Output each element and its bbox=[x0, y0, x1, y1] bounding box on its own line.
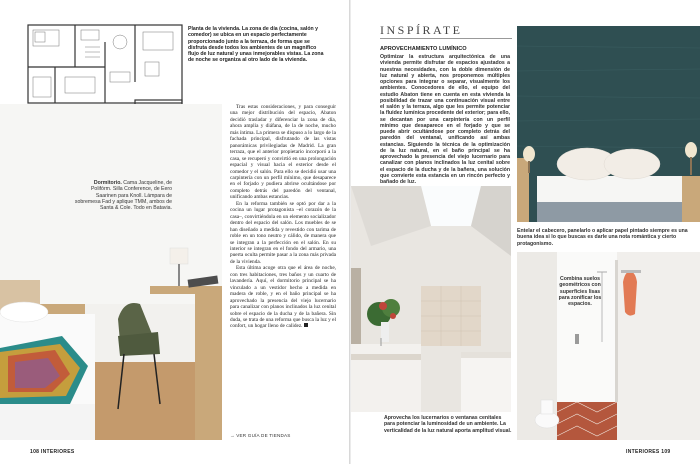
folio-left: 108 INTERIORES bbox=[30, 449, 75, 455]
folio-right: INTERIORES 109 bbox=[626, 449, 671, 455]
sidebar-title: APROVECHAMIENTO LUMÍNICO bbox=[380, 46, 467, 52]
shop-guide-reference: → VER GUÍA DE TIENDAS bbox=[230, 433, 291, 438]
bathroom-tiles-photo bbox=[517, 252, 700, 440]
sidebar-box bbox=[380, 46, 510, 185]
floor-plan-caption: Planta de la vivienda. La zona de día (cocina, salón y comedor) se ubica en un espacio perfectamente proporcionado junto a la terraza, de forma que se disfruta desde todos los ambientes de un magnífico flujo de luz natural y unas inmejorables vistas. La zona de noche se organiza al otro lado de la vivienda. bbox=[188, 26, 324, 64]
body-paragraph-text: Esta última acoge otra que el área de noche, con tres habitaciones, tres baños y un cuarto de lavandería. Aquí, el dormitorio principal se ha vinculado a un vestidor hecho a medida en madera de roble, y en el baño principal se ha aprovechado la presencia del viejo lucernario para canalizar con planos inclinados la luz cenital sobre el espacio de la ducha y de la bañera. Sin duda, se trata de una reforma que busca la luz y el confort, un hogar lleno de calidez. bbox=[230, 265, 336, 330]
body-paragraph: En la reforma también se optó por dar a la cocina un lugar protagonista –el corazón de la casa–, convirtiéndola en un elemento socializador dentro del espacio del salón. Los muebles de se han diseñado a medida y revestido con tarima de roble en un tono neutro y cálido, de manera que se integran a la perfección en el salón. En su interior se integran en el fondo del armario, una puerta oculta permite pasar a la zona más privada de la vivienda. bbox=[230, 200, 336, 265]
end-mark-icon bbox=[304, 323, 308, 327]
section-heading: INSPÍRATE bbox=[380, 23, 463, 37]
sidebar-text: Optimizar la estructura arquitectónica de una vivienda permite disfrutar de espacios ajustados a nuestras necesidades, con la doble dimensión de luz natural y abierta, nos proponemos múltiples opciones para integrar o separar, visualmente los ambientes. Conocedores de ello, el equipo del estudio Abaton tiene en cuenta en esta vivienda la posibilidad de trazar una continuación visual entre el salón y la terraza, algo que les permite potenciar la fluidez lumínica procedente del exterior; para ello, se decantan por una carpintería con un perfil mínimo que desaparece en el forjado y que se puede abrir ocultándose por completo detrás del paredón del ventanal, unificando así ambas estancias. Siguiendo la técnica de la optimización de la luz natural, en el baño principal se ha aprovechado la presencia del viejo lucernario para canalizar con planos inclinados la luz cenital sobre el espacio de la ducha y de la bañera, una solución que convierte esta estancia en un rincón perfecto y bañado de luz. bbox=[380, 54, 510, 185]
body-paragraph bbox=[230, 265, 336, 330]
bathroom-tiles-caption: Combina suelos geométricos con superficies lisas para zonificar los espacios. bbox=[558, 276, 602, 308]
body-paragraph: Tras estas consideraciones, y para conseguir una mejor distribución del espacio, Abaton decidió trasladar y diferenciar la zona de día, ahora amplia y diáfana, de la de noche, mucho más íntima. La primera se dispuso a lo largo de la fachada principal, disfrutando de las vistas panorámicas privilegiadas de Madrid. La gran terraza, que el anterior propietario incorporó a la casa, se recuperó y convirtió en una prolongación espacial y visual hacia el exterior desde el comedor y el salón. Para ello se decidió usar una carpintería con un perfil mínimo, que desaparece en el forjado y pudiera abrirse ocultándose por completo detrás del paredón del ventanal, unificando ambas estancias. bbox=[230, 104, 336, 201]
article-body bbox=[230, 104, 336, 330]
caption-body: Cama Jacqueline, de Polifórm. Silla Conference, de Eero Saarinen para Knoll. Lámpara de sobremesa Fad y aplique TMM, ambos de Santa & Cole. Todo en Batavia. bbox=[74, 180, 172, 212]
headboard-caption: Entelar el cabecero, panelarlo o aplicar papel pintado siempre es una buena idea si lo que buscas es darle una nota romántica y cierto protagonismo. bbox=[517, 228, 688, 247]
bathroom-skylight-photo bbox=[351, 186, 511, 412]
headboard-photo bbox=[517, 26, 700, 222]
bedroom-photo bbox=[0, 104, 222, 440]
bedroom-photo-caption bbox=[72, 180, 172, 211]
bathroom-skylight-caption: Aprovecha los lucernarios o ventanas cenitales para potenciar la luminosidad de un ambiente. La verticalidad de la luz natural aporta amplitud visual. bbox=[384, 415, 512, 434]
heading-rule bbox=[380, 38, 512, 39]
caption-lead: Dormitorio. bbox=[93, 180, 122, 186]
